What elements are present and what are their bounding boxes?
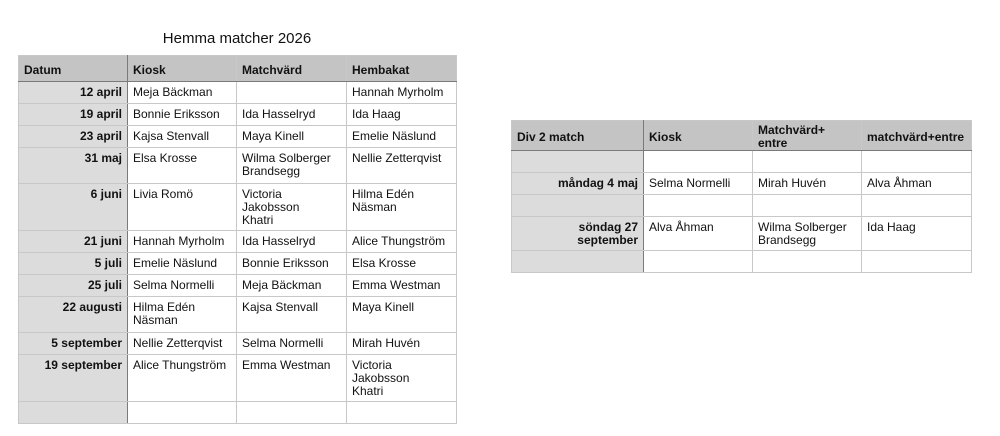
table-row [512, 173, 972, 195]
header-matchvard-entre-2[interactable]: matchvärd+entre [862, 121, 972, 151]
cell-matchvard[interactable]: Maya Kinell [237, 126, 347, 148]
cell-div2-date[interactable] [512, 195, 644, 217]
cell-matchvard-entre-2[interactable] [862, 195, 972, 217]
table-row [19, 402, 457, 424]
cell-matchvard[interactable]: Emma Westman [237, 355, 347, 402]
cell-kiosk[interactable] [644, 195, 753, 217]
header-row [512, 121, 972, 151]
cell-kiosk[interactable]: Nellie Zetterqvist [128, 333, 237, 355]
cell-div2-date[interactable] [512, 151, 644, 173]
cell-kiosk[interactable]: Kajsa Stenvall [128, 126, 237, 148]
table-row [19, 355, 457, 402]
cell-matchvard[interactable]: Wilma Solberger Brandsegg [237, 148, 347, 184]
cell-kiosk[interactable]: Bonnie Eriksson [128, 104, 237, 126]
cell-div2-date[interactable] [512, 251, 644, 273]
cell-kiosk[interactable]: Elsa Krosse [128, 148, 237, 184]
cell-hembakat[interactable] [347, 402, 457, 424]
cell-datum[interactable]: 25 juli [19, 275, 128, 297]
table-row [19, 275, 457, 297]
cell-hembakat[interactable]: Victoria Jakobsson Khatri [347, 355, 457, 402]
cell-matchvard[interactable]: Meja Bäckman [237, 275, 347, 297]
cell-matchvard-entre[interactable]: Wilma Solberger Brandsegg [753, 217, 862, 251]
cell-matchvard[interactable] [237, 402, 347, 424]
table-row [512, 251, 972, 273]
cell-kiosk[interactable]: Alva Åhman [644, 217, 753, 251]
cell-hembakat[interactable]: Hilma Edén Näsman [347, 184, 457, 231]
cell-kiosk[interactable]: Livia Romö [128, 184, 237, 231]
cell-datum[interactable]: 5 september [19, 333, 128, 355]
cell-kiosk[interactable]: Selma Normelli [128, 275, 237, 297]
table-row [19, 184, 457, 231]
div2-matches-table [511, 120, 972, 273]
cell-matchvard[interactable]: Ida Hasselryd [237, 104, 347, 126]
cell-matchvard-entre[interactable] [753, 195, 862, 217]
cell-matchvard[interactable]: Victoria Jakobsson Khatri [237, 184, 347, 231]
cell-div2-date[interactable]: måndag 4 maj [512, 173, 644, 195]
cell-matchvard[interactable]: Bonnie Eriksson [237, 253, 347, 275]
table-row [19, 126, 457, 148]
cell-datum[interactable]: 19 april [19, 104, 128, 126]
header-kiosk[interactable]: Kiosk [644, 121, 753, 151]
cell-matchvard-entre[interactable] [753, 251, 862, 273]
table-row [512, 195, 972, 217]
cell-matchvard-entre-2[interactable] [862, 151, 972, 173]
cell-datum[interactable]: 6 juni [19, 184, 128, 231]
cell-matchvard-entre-2[interactable]: Alva Åhman [862, 173, 972, 195]
cell-matchvard-entre[interactable] [753, 151, 862, 173]
cell-hembakat[interactable]: Hannah Myrholm [347, 82, 457, 104]
table-row [19, 333, 457, 355]
cell-hembakat[interactable]: Mirah Huvén [347, 333, 457, 355]
header-div2-match[interactable]: Div 2 match [512, 121, 644, 151]
cell-datum[interactable] [19, 402, 128, 424]
cell-kiosk[interactable] [644, 151, 753, 173]
cell-hembakat[interactable]: Ida Haag [347, 104, 457, 126]
cell-hembakat[interactable]: Maya Kinell [347, 297, 457, 333]
cell-matchvard[interactable]: Ida Hasselryd [237, 231, 347, 253]
cell-datum[interactable]: 21 juni [19, 231, 128, 253]
table-row [512, 217, 972, 251]
table-row [19, 82, 457, 104]
cell-kiosk[interactable]: Emelie Näslund [128, 253, 237, 275]
header-row [19, 56, 457, 82]
schedule-title: Hemma matcher 2026 [162, 30, 312, 47]
cell-kiosk[interactable]: Alice Thungström [128, 355, 237, 402]
table-row [512, 151, 972, 173]
header-hembakat[interactable]: Hembakat [347, 56, 457, 82]
cell-datum[interactable]: 22 augusti [19, 297, 128, 333]
cell-hembakat[interactable]: Alice Thungström [347, 231, 457, 253]
cell-matchvard[interactable]: Selma Normelli [237, 333, 347, 355]
cell-hembakat[interactable]: Nellie Zetterqvist [347, 148, 457, 184]
cell-hembakat[interactable]: Emelie Näslund [347, 126, 457, 148]
table-row [19, 253, 457, 275]
cell-datum[interactable]: 31 maj [19, 148, 128, 184]
cell-datum[interactable]: 12 april [19, 82, 128, 104]
cell-kiosk[interactable]: Hilma Edén Näsman [128, 297, 237, 333]
cell-div2-date[interactable]: söndag 27 september [512, 217, 644, 251]
cell-matchvard[interactable]: Kajsa Stenvall [237, 297, 347, 333]
home-matches-table [18, 55, 457, 424]
header-matchvard[interactable]: Matchvärd [237, 56, 347, 82]
cell-matchvard-entre[interactable]: Mirah Huvén [753, 173, 862, 195]
cell-datum[interactable]: 23 april [19, 126, 128, 148]
table-row [19, 297, 457, 333]
header-datum[interactable]: Datum [19, 56, 128, 82]
cell-kiosk[interactable]: Hannah Myrholm [128, 231, 237, 253]
table-row [19, 148, 457, 184]
cell-kiosk[interactable]: Meja Bäckman [128, 82, 237, 104]
cell-kiosk[interactable] [644, 251, 753, 273]
cell-datum[interactable]: 19 september [19, 355, 128, 402]
cell-hembakat[interactable]: Emma Westman [347, 275, 457, 297]
table-row [19, 104, 457, 126]
header-kiosk[interactable]: Kiosk [128, 56, 237, 82]
cell-matchvard-entre-2[interactable] [862, 251, 972, 273]
cell-hembakat[interactable]: Elsa Krosse [347, 253, 457, 275]
cell-kiosk[interactable] [128, 402, 237, 424]
cell-kiosk[interactable]: Selma Normelli [644, 173, 753, 195]
cell-matchvard-entre-2[interactable]: Ida Haag [862, 217, 972, 251]
table-row [19, 231, 457, 253]
header-matchvard-entre[interactable]: Matchvärd+ entre [753, 121, 862, 151]
cell-datum[interactable]: 5 juli [19, 253, 128, 275]
cell-matchvard[interactable] [237, 82, 347, 104]
